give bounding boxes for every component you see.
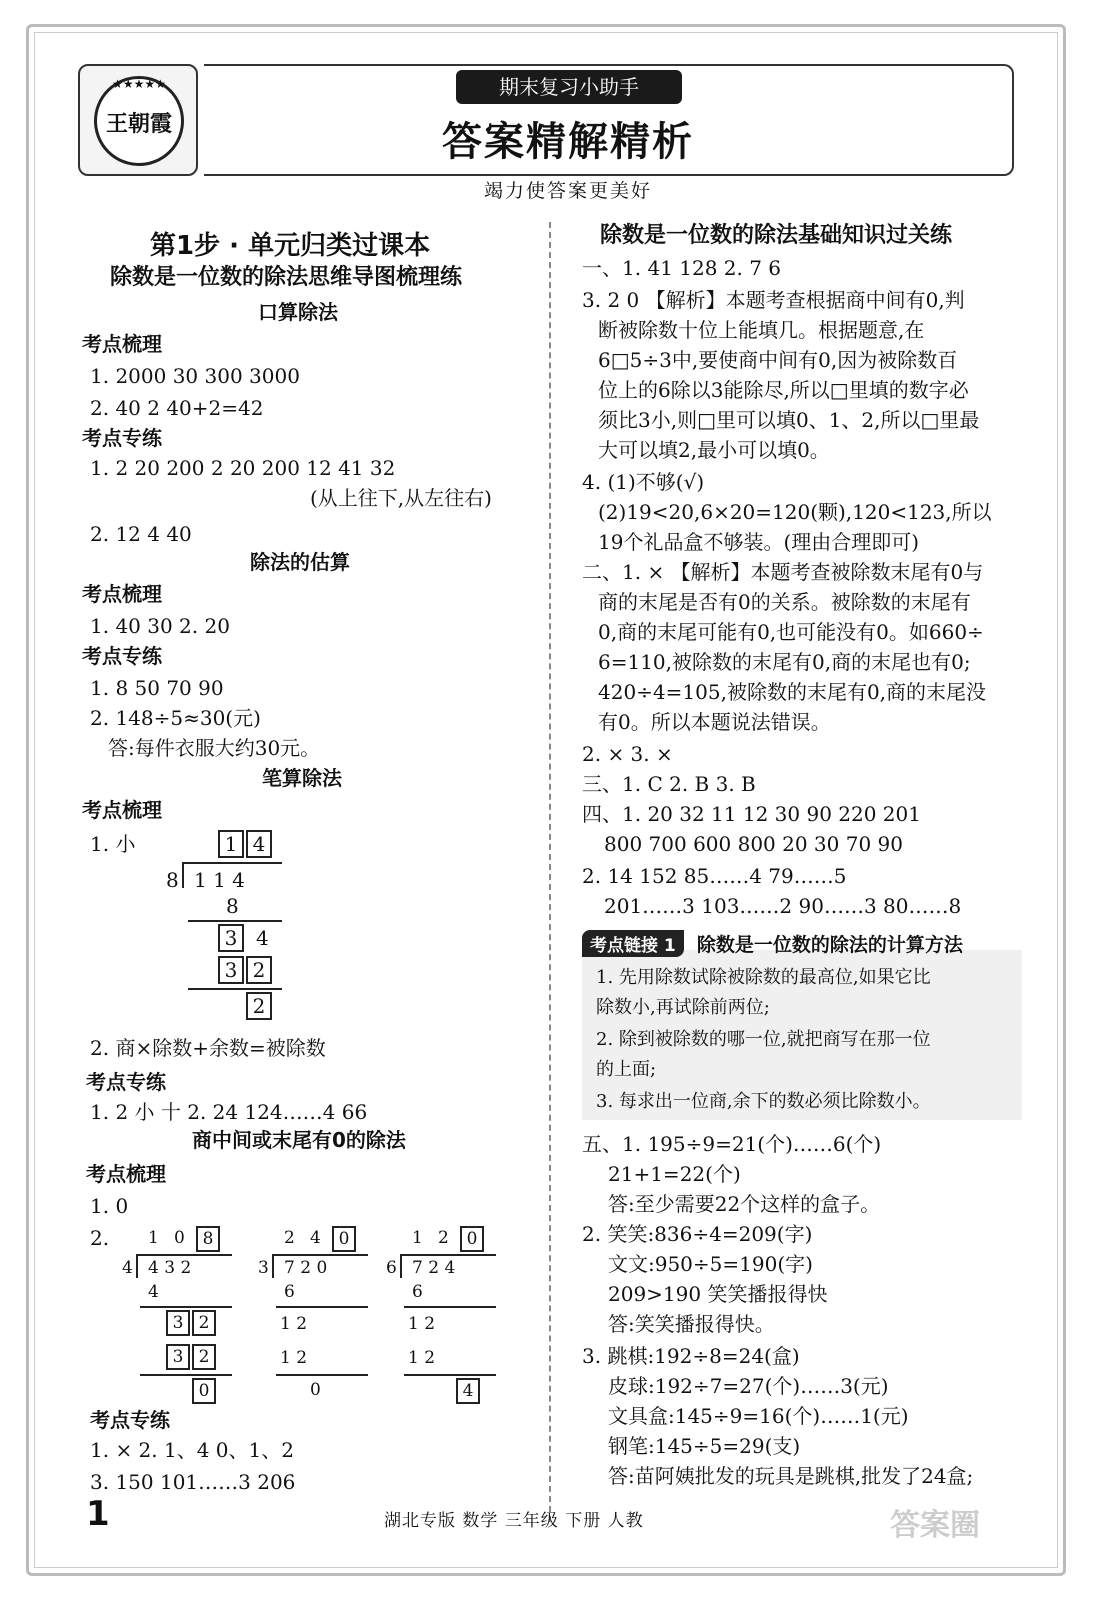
quotient-digit: 1 [148,1228,159,1248]
right-line: 文文:950÷5=190(字) [608,1252,813,1276]
step-digit: 4 [256,926,269,950]
left-line: 1. 2000 30 300 3000 [90,364,300,388]
divisor: 4 [122,1258,133,1278]
logo [78,64,198,176]
step-box: 3 [218,924,244,952]
left-line: 考点专练 [82,426,162,450]
dividend: 1 1 4 [194,868,245,892]
quotient-box: 8 [196,1226,220,1252]
right-line: 皮球:192÷7=27(个)……3(元) [608,1374,889,1398]
long-division-4 [382,1222,512,1402]
right-line: 420÷4=105,被除数的末尾有0,商的末尾没 [598,680,987,704]
step-product: 6 [412,1282,423,1302]
slogan: 竭力使答案更美好 [458,176,678,203]
link-line: 3. 每求出一位商,余下的数必须比除数小。 [596,1091,931,1112]
remainder-box: 0 [192,1378,216,1404]
step-line [140,1306,232,1308]
dividend: 7 2 0 [284,1258,328,1278]
right-line: 201……3 103……2 90……3 80……8 [604,894,962,918]
right-line: 钢笔:145÷5=29(支) [608,1434,801,1458]
left-line: 2. 148÷5≈30(元) [90,706,261,730]
left-line: 口算除法 [258,300,338,324]
left-line: 笔算除法 [262,766,342,790]
step-product: 8 [226,894,239,918]
right-line: 3. 2 0 【解析】本题考查根据商中间有0,判 [582,288,965,312]
right-line: 三、1. C 2. B 3. B [582,772,756,796]
step-box: 2 [246,956,272,984]
left-line: 1. 0 [90,1194,129,1218]
long-division-2 [118,1222,248,1402]
right-line: 四、1. 20 32 11 12 30 90 220 201 [582,802,921,826]
division-bar [182,862,282,864]
right-line: 一、1. 41 128 2. 7 6 [582,256,782,280]
right-line: 0,商的末尾可能有0,也可能没有0。如660÷ [598,620,984,644]
left-line: 考点专练 [90,1408,170,1432]
right-line: 2. 14 152 85……4 79……5 [582,864,847,888]
right-line: 答:笑笑播报得快。 [608,1312,775,1336]
long-division-3 [254,1222,384,1402]
step-box: 2 [192,1310,216,1336]
right-line: 二、1. × 【解析】本题考查被除数末尾有0与 [582,560,984,584]
link-title: 除数是一位数的除法的计算方法 [696,934,963,956]
quotient-box: 0 [460,1226,484,1252]
right-line: 2. 笑笑:836÷4=209(字) [582,1222,813,1246]
left-line: 考点梳理 [86,1162,166,1186]
right-line: 19个礼品盒不够装。(理由合理即可) [598,530,920,554]
right-line: 商的末尾是否有0的关系。被除数的末尾有 [598,590,971,614]
right-line: (2)19<20,6×20=120(颗),120<123,所以 [598,500,992,524]
left-line: 考点梳理 [82,582,162,606]
left-line: 考点专练 [86,1070,166,1094]
division-bracket [272,1254,274,1278]
right-line: 除数是一位数的除法基础知识过关练 [600,223,953,248]
step-value: 1 2 [408,1348,436,1368]
logo-stars: ★★★★★ [112,77,166,91]
step-value: 1 2 [280,1314,308,1334]
step-value: 1 2 [280,1348,308,1368]
right-line: 2. × 3. × [582,742,673,766]
quotient-digit: 0 [174,1228,185,1248]
divisor: 8 [166,868,179,892]
link-line: 的上面; [596,1059,657,1080]
right-line: 6□5÷3中,要使商中间有0,因为被除数百 [598,348,958,372]
left-line: 除数是一位数的除法思维导图梳理练 [110,265,463,290]
link-line: 2. 除到被除数的哪一位,就把商写在那一位 [596,1029,931,1050]
dividend: 7 2 4 [412,1258,456,1278]
left-line: 1. 2 小 十 2. 24 124……4 66 [90,1100,368,1124]
left-line: 1. × 2. 1、4 0、1、2 [90,1438,294,1462]
left-line: 考点梳理 [82,798,162,822]
step-line [404,1306,496,1308]
link-line: 1. 先用除数试除被除数的最高位,如果它比 [596,967,931,988]
right-line: 答:苗阿姨批发的玩具是跳棋,批发了24盒; [608,1464,974,1488]
left-line: 1. 2 20 200 2 20 200 12 41 32 [90,456,396,480]
remainder-box: 4 [456,1378,480,1404]
left-line: 1. 小 [90,832,136,856]
dividend: 4 3 2 [148,1258,192,1278]
right-line: 须比3小,则□里可以填0、1、2,所以□里最 [598,408,980,432]
right-line: 大可以填2,最小可以填0。 [598,438,830,462]
step-line [140,1374,232,1376]
left-line: 3. 150 101……3 206 [90,1470,296,1494]
step-box: 2 [192,1344,216,1370]
header-tag: 期末复习小助手 [456,70,682,104]
quotient-box: 0 [332,1226,356,1252]
left-line: 1. 8 50 70 90 [90,676,224,700]
step-value: 1 2 [408,1314,436,1334]
remainder-box: 2 [246,992,272,1020]
right-line: 4. (1)不够(√) [582,470,705,494]
step-line [188,920,282,922]
right-line: 断被除数十位上能填几。根据题意,在 [598,318,925,342]
left-line: 考点专练 [82,644,162,668]
left-line: 除法的估算 [250,550,350,574]
step-line [404,1374,496,1376]
step-line [276,1306,368,1308]
left-line: 2. 商×除数+余数=被除数 [90,1036,326,1060]
left-line: 1. 40 30 2. 20 [90,614,230,638]
left-line: 2. 40 2 40+2=42 [90,396,264,420]
division-bracket [400,1254,402,1278]
quotient-digit: 1 [412,1228,423,1248]
long-division-1 [160,830,290,1030]
left-line: (从上往下,从左往右) [310,486,492,510]
right-line: 800 700 600 800 20 30 70 90 [604,832,903,856]
quotient-digit: 2 [284,1228,295,1248]
key-point-link [582,934,1022,1120]
right-line: 五、1. 195÷9=21(个)……6(个) [582,1132,882,1156]
division-bracket [182,862,184,888]
step-box: 3 [166,1344,190,1370]
step-product: 4 [148,1282,159,1302]
left-line: 2. 12 4 40 [90,522,192,546]
logo-seal [94,76,184,166]
divisor: 6 [386,1258,397,1278]
remainder: 0 [310,1380,321,1400]
left-line: 答:每件衣服大约30元。 [108,736,321,760]
step-box: 3 [166,1310,190,1336]
logo-name: 王朝霞 [105,111,172,137]
right-line: 6=110,被除数的末尾有0,商的末尾也有0; [598,650,971,674]
left-line: 第1步 · 单元归类过课本 [150,231,431,261]
step-box: 3 [218,956,244,984]
quotient-box: 1 [218,830,244,858]
watermark: 答案圈 [890,1508,980,1543]
quotient-digit: 4 [310,1228,321,1248]
quotient-box: 4 [246,830,272,858]
footer-info: 湖北专版 数学 三年级 下册 人教 [384,1511,644,1531]
quotient-digit: 2 [438,1228,449,1248]
right-line: 文具盒:145÷9=16(个)……1(元) [608,1404,909,1428]
step-line [276,1374,368,1376]
step-product: 6 [284,1282,295,1302]
left-line: 2. [90,1226,110,1250]
left-line: 商中间或末尾有0的除法 [192,1128,406,1152]
header [78,64,1014,202]
right-line: 209>190 笑笑播报得快 [608,1282,828,1306]
right-line: 答:至少需要22个这样的盒子。 [608,1192,881,1216]
right-line: 3. 跳棋:192÷8=24(盒) [582,1344,800,1368]
divisor: 3 [258,1258,269,1278]
right-line: 21+1=22(个) [608,1162,741,1186]
right-line: 有0。所以本题说法错误。 [598,710,831,734]
left-line: 考点梳理 [82,332,162,356]
step-line [188,988,282,990]
link-line: 除数小,再试除前两位; [596,997,770,1018]
division-bracket [136,1254,138,1278]
page-title: 答案精解精析 [442,119,694,165]
link-badge: 考点链接 1 [582,930,684,957]
right-line: 位上的6除以3能除尽,所以□里填的数字必 [598,378,969,402]
page-number: 1 [86,1494,110,1534]
